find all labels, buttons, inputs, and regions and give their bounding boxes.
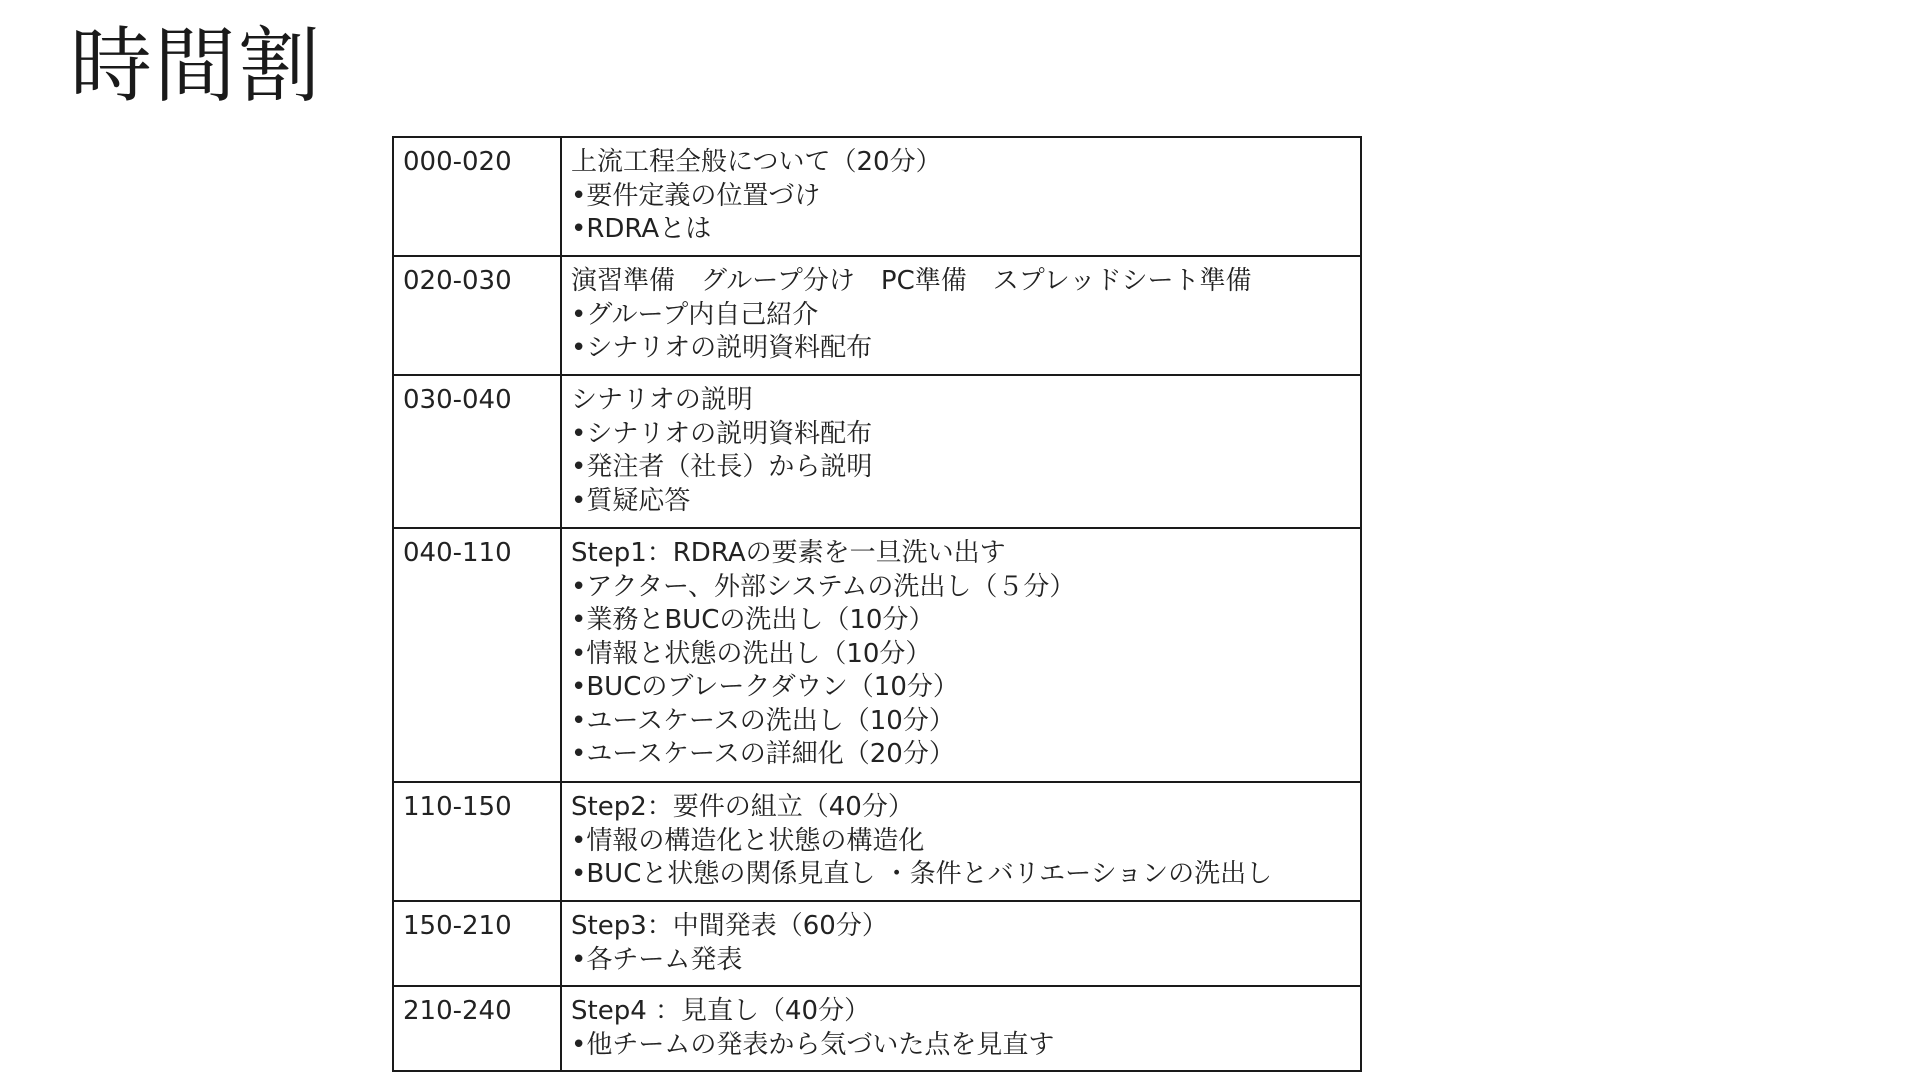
time-cell: 150-210: [393, 901, 561, 986]
table-row: [393, 782, 1361, 901]
content-line: Step1：RDRAの要素を一旦洗い出す: [571, 538, 1006, 568]
content-line: •シナリオの説明資料配布: [571, 418, 873, 449]
content-line: •各チーム発表: [571, 944, 743, 975]
table-row: [393, 901, 1361, 986]
time-cell: 040-110: [393, 528, 561, 782]
content-line: •要件定義の位置づけ: [571, 180, 821, 211]
content-line: •質疑応答: [571, 485, 691, 516]
content-line: 上流工程全般について（20分）: [571, 147, 942, 177]
time-cell: 000-020: [393, 137, 561, 256]
content-line: 演習準備 グループ分け PC準備 スプレッドシート準備: [571, 266, 1252, 296]
table-row: [393, 137, 1361, 256]
content-line: •情報の構造化と状態の構造化: [571, 825, 925, 856]
content-line: •RDRAとは: [571, 214, 712, 244]
content-line: •シナリオの説明資料配布: [571, 333, 873, 363]
content-line: •業務とBUCの洗出し（10分）: [571, 605, 935, 635]
content-line: Step4 ：見直し（40分）: [571, 996, 871, 1026]
time-cell: 020-030: [393, 256, 561, 375]
time-cell: 210-240: [393, 986, 561, 1071]
content-cell: [561, 137, 1361, 256]
content-line: Step3：中間発表（60分）: [571, 911, 888, 941]
content-line: •他チームの発表から気づいた点を見直す: [571, 1029, 1055, 1060]
content-cell: [561, 901, 1361, 986]
table-row: [393, 375, 1361, 528]
content-cell: [561, 528, 1361, 782]
table-row: [393, 986, 1361, 1071]
time-cell: 110-150: [393, 782, 561, 901]
content-line: •ユースケースの詳細化（20分）: [571, 739, 955, 769]
time-cell: 030-040: [393, 375, 561, 528]
table-row: [393, 256, 1361, 375]
content-line: •ユースケースの洗出し（10分）: [571, 705, 955, 736]
content-line: •BUCと状態の関係見直し ・条件とバリエーションの洗出し: [571, 859, 1273, 889]
content-line: •アクター、外部システムの洗出し（５分）: [571, 571, 1076, 602]
page-title: 時間割: [70, 19, 323, 114]
content-line: Step2：要件の組立（40分）: [571, 792, 914, 822]
content-cell: [561, 782, 1361, 901]
content-line: •グループ内自己紹介: [571, 299, 819, 330]
table-row: [393, 528, 1361, 782]
content-line: •発注者（社長）から説明: [571, 452, 873, 482]
content-cell: [561, 375, 1361, 528]
content-cell: [561, 986, 1361, 1071]
content-line: •BUCのブレークダウン（10分）: [571, 672, 959, 702]
schedule-table: [392, 136, 1362, 1072]
content-line: •情報と状態の洗出し（10分）: [571, 638, 932, 669]
content-line: シナリオの説明: [571, 385, 753, 415]
content-cell: [561, 256, 1361, 375]
